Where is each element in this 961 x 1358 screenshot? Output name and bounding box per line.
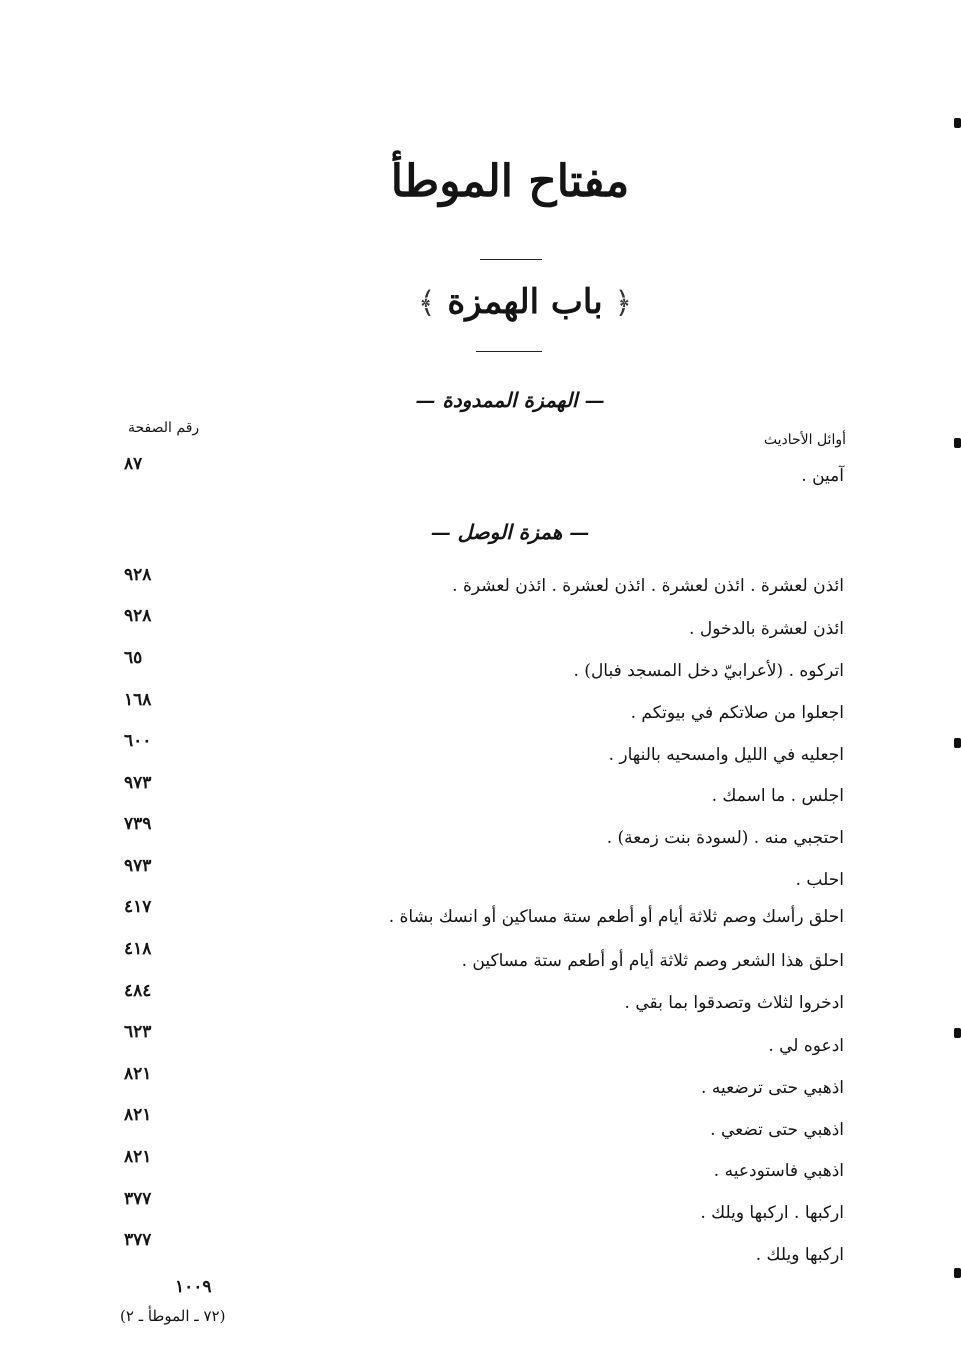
hadith-entry: اجعليه في الليل وامسحيه بالنهار . (608, 745, 844, 765)
hadith-entry: ائذن لعشرة بالدخول . (689, 619, 844, 639)
hadith-entry: اجلس . ما اسمك . (711, 786, 844, 806)
page-number: ٤١٨ (124, 939, 152, 959)
page-number: ٩٧٣ (124, 773, 152, 793)
hadith-entry: احلب . (795, 870, 844, 890)
scan-mark (954, 1268, 961, 1278)
page-number: ٧٣٩ (124, 814, 152, 834)
page-number: ٨٢١ (124, 1105, 152, 1125)
page-number: ٦٢٣ (124, 1022, 152, 1042)
hadith-entry: ادعوه لي . (768, 1036, 844, 1056)
hadith-entry: احتجبي منه . (لسودة بنت زمعة) . (606, 828, 844, 848)
signature-mark: (٧٢ ـ الموطأ ـ ٢) (120, 1307, 226, 1325)
hadith-entry: احلق هذا الشعر وصم ثلاثة أيام أو أطعم ستة مساكين . (461, 951, 844, 971)
page-number: ٩٢٨ (124, 565, 152, 585)
page-number: ٤٨٤ (124, 981, 152, 1001)
chapter-divider (476, 351, 542, 352)
section-heading-hamza-mamduda: — الهمزة الممدودة — (415, 388, 605, 412)
page-number: ٤١٧ (124, 897, 152, 917)
page-number: ٦٠٠ (124, 731, 152, 751)
hadith-entry: احلق رأسك وصم ثلاثة أيام أو أطعم ستة مساكين أو انسك بشاة . (388, 907, 844, 927)
hadith-entry: ادخروا لثلاث وتصدقوا بما بقي . (624, 993, 844, 1013)
section-heading-hamza-wasl: — همزة الوصل — (430, 520, 590, 544)
hadith-entry: اركبها . اركبها ويلك . (700, 1203, 844, 1223)
page-number: ٦٥ (124, 648, 143, 668)
hadith-entry: اركبها ويلك . (755, 1245, 844, 1265)
hadith-entry: آمين . (801, 466, 844, 486)
page-number: ٩٢٨ (124, 606, 152, 626)
page-number: ٨٧ (124, 454, 143, 474)
page-number: ٣٧٧ (124, 1230, 152, 1250)
chapter-ornament-open: ﴿ (614, 286, 633, 321)
scan-mark (954, 1028, 961, 1038)
hadith-entry: ائذن لعشرة . ائذن لعشرة . ائذن لعشرة . ائذن لعشرة . (452, 576, 844, 596)
page-number: ٩٧٣ (124, 856, 152, 876)
hadith-entry: اتركوه . (لأعرابيّ دخل المسجد فبال) . (573, 661, 844, 681)
chapter-heading (380, 282, 670, 322)
scan-mark (954, 438, 961, 448)
hadith-entry: اذهبي حتى تضعي . (710, 1120, 844, 1140)
hadith-entry: اذهبي فاستودعيه . (713, 1161, 844, 1181)
page-number: ٨٢١ (124, 1064, 152, 1084)
page-number: ١٦٨ (124, 690, 152, 710)
folio-number: ١٠٠٩ (175, 1277, 212, 1297)
chapter-title: باب الهمزة (447, 282, 603, 322)
scan-mark (954, 118, 961, 128)
page-number: ٣٧٧ (124, 1189, 152, 1209)
hadith-column-label: أوائل الأحاديث (763, 432, 846, 448)
title-divider (480, 259, 542, 260)
chapter-ornament-close: ﴾ (417, 286, 436, 321)
hadith-entry: اذهبي حتى ترضعيه . (701, 1078, 844, 1098)
scan-mark (954, 738, 961, 748)
page-title: مفتاح الموطأ (390, 156, 630, 207)
page-column-label: رقم الصفحة (128, 420, 200, 436)
hadith-entry: اجعلوا من صلاتكم في بيوتكم . (630, 703, 844, 723)
page-number: ٨٢١ (124, 1147, 152, 1167)
